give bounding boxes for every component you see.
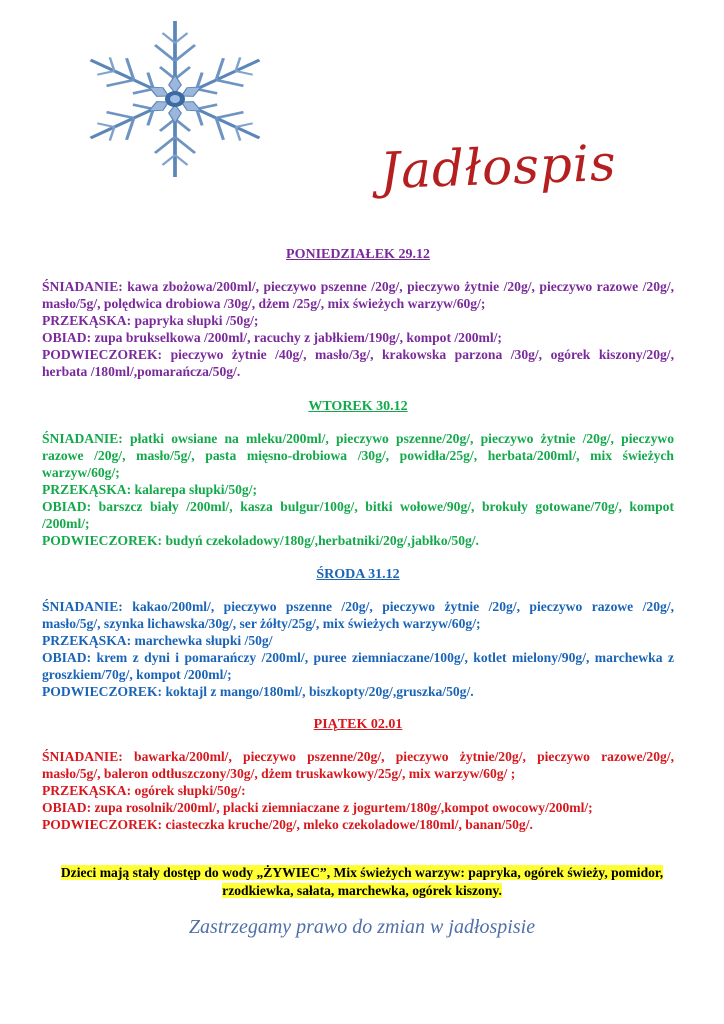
meal-label: ŚNIADANIE: [42,431,123,446]
meal-snack [42,481,674,498]
meal-label: ŚNIADANIE: [42,279,123,294]
meal-text: zupa rosolnik/200ml/, placki ziemniaczane z jogurtem/180g/,kompot owocowy/200ml/; [91,800,593,815]
meal-label: PRZEKĄSKA: [42,783,132,798]
meal-text: ogórek słupki/50g/: [131,783,246,798]
meal-label: OBIAD: [42,330,92,345]
meal-text: koktajl z mango/180ml/, biszkopty/20g/,gruszka/50g/. [162,684,474,699]
meal-lunch [42,799,674,816]
meal-breakfast [42,598,674,632]
meal-snack [42,632,674,649]
meal-text: budyń czekoladowy/180g/,herbatniki/20g/,jabłko/50g/. [162,533,479,548]
meal-text: ciasteczka kruche/20g/, mleko czekoladowe/180ml/, banan/50g/. [162,817,533,832]
meal-text: zupa brukselkowa /200ml/, racuchy z jabłkiem/190g/, kompot /200ml/; [91,330,502,345]
meal-label: PODWIECZOREK: [42,684,163,699]
day-heading: PONIEDZIAŁEK 29.12 [286,247,430,262]
meal-label: PODWIECZOREK: [42,533,163,548]
meal-text: krem z dyni i pomarańczy /200ml/, puree ziemniaczane/100g/, kotlet mielony/90g/, marchewka z groszkiem/70g/, kompot /200ml/; [42,650,674,682]
meal-lunch [42,498,674,532]
meal-label: ŚNIADANIE: [42,749,123,764]
meal-text: bawarka/200ml/, pieczywo pszenne/20g/, pieczywo żytnie/20g/, pieczywo razowe/20g/, masło/5g/, baleron odtłuszczony/30g/, dżem truskawkowy/25g/, mix warzyw/60g/ ; [42,749,674,781]
meal-breakfast [42,430,674,481]
meal-breakfast [42,748,674,782]
day-heading: ŚRODA 31.12 [316,567,400,582]
water-notice [36,864,688,900]
meal-label: OBIAD: [42,800,92,815]
meal-snack [42,312,674,329]
snowflake-icon [68,18,282,180]
page-title: Jadłospis [379,133,618,201]
meal-label: PRZEKĄSKA: [42,313,132,328]
meal-afternoon-snack [42,683,674,700]
meal-lunch [42,649,674,683]
meal-label: ŚNIADANIE: [42,599,123,614]
meal-label: PODWIECZOREK: [42,347,163,362]
meal-breakfast [42,278,674,312]
meal-label: OBIAD: [42,499,92,514]
meal-label: OBIAD: [42,650,92,665]
day-section-friday [42,716,674,833]
day-section-monday [42,246,674,380]
meal-text: kawa zbożowa/200ml/, pieczywo pszenne /20g/, pieczywo żytnie /20g/, pieczywo razowe /20g/, masło/5g/, polędwica drobiowa /30g/, dżem /25g/, mix świeżych warzyw/60g/; [42,279,674,311]
meal-afternoon-snack [42,346,674,380]
meal-text: papryka słupki /50g/; [131,313,259,328]
footer-disclaimer: Zastrzegamy prawo do zmian w jadłospisie [188,916,536,938]
day-section-tuesday [42,398,674,549]
meal-label: PRZEKĄSKA: [42,482,132,497]
meal-afternoon-snack [42,532,674,549]
meal-label: PODWIECZOREK: [42,817,163,832]
meal-text: kakao/200ml/, pieczywo pszenne /20g/, pieczywo żytnie /20g/, pieczywo razowe /20g/, masło/5g/, szynka lichawska/30g/, ser żółty/25g/, mix świeżych warzyw/60g/; [42,599,674,631]
meal-text: kalarepa słupki/50g/; [131,482,258,497]
meal-text: pieczywo żytnie /40g/, masło/3g/, krakowska parzona /30g/, ogórek kiszony/20g/, herbata /180ml/,pomarańcza/50g/. [42,347,674,379]
day-heading: PIĄTEK 02.01 [313,717,403,732]
meal-afternoon-snack [42,816,674,833]
meal-snack [42,782,674,799]
day-section-wednesday [42,566,674,700]
meal-label: PRZEKĄSKA: [42,633,132,648]
meal-lunch [42,329,674,346]
meal-text: płatki owsiane na mleku/200ml/, pieczywo pszenne/20g/, pieczywo żytnie /20g/, pieczywo razowe /20g/, masło/5g/, pasta mięsno-drobiowa /30g/, powidła/25g/, herbata/200ml/, mix świeżych warzyw/60g/; [42,431,674,480]
meal-text: barszcz biały /200ml/, kasza bulgur/100g/, bitki wołowe/90g/, brokuły gotowane/70g/, kompot /200ml/; [42,499,674,531]
day-heading: WTOREK 30.12 [308,399,408,414]
notice-text: Dzieci mają stały dostęp do wody „ŻYWIEC”, Mix świeżych warzyw: papryka, ogórek świeży, pomidor, rzodkiewka, sałata, marchewka, ogórek kiszony. [60,865,664,898]
meal-text: marchewka słupki /50g/ [131,633,273,648]
